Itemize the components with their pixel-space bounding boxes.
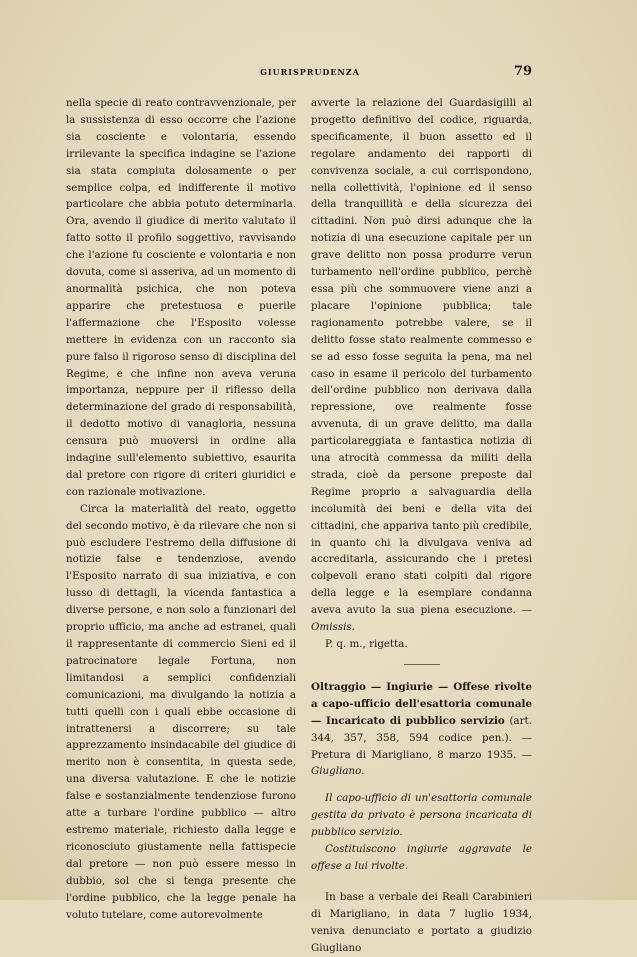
spacer [311, 875, 532, 889]
case-heading-title: Oltraggio — Ingiurie — Offese rivolte a capo-ufficio dell'esattoria comunale — Incaricato di pubblico servizio [311, 680, 532, 727]
maxim-1: Il capo-ufficio di un'esattoria comunale gestita da privato è persona incaricata di pubblico servizio. [311, 792, 532, 839]
right-paragraph-1 [311, 95, 532, 636]
omissis: Omissis. [311, 621, 355, 634]
page-number: 79 [513, 64, 532, 79]
left-paragraph-1: nella specie di reato contravvenzionale, per la sussistenza di esso occorre che l'azione sia cosciente e volontaria, essendo irrilevante la specifica indagine se l'azione sia stata compiuta dolosamente o per semplice colpa, ed indifferente il motivo particolare che abbia potuto determinarla. Ora, avendo il giudice di merito valutato il fatto sotto il profilo soggettivo, ravvisando che l'azione fu cosciente e volontaria e non dovuta, come si asseriva, ad un momento di anormalità psichica, che non poteva apparire che pretestuosa e puerile l'affermazione che l'Esposito volesse mettere in evidenza con un racconto sia pure falso il rigoroso senso di disciplina del Regime, e che infine non aveva veruna importanza, neppure per il riflesso della determinazione del grado di responsabilità, il dedotto motivo di vanagloria, nessuna censura può muoversi in ordine alla indagine sull'elemento subiettivo, esaurita dal pretore con rigore di criteri giuridici e con razionale motivazione. [66, 97, 296, 498]
right-column [311, 95, 532, 957]
disposition: P. q. m., rigetta. [325, 638, 408, 650]
left-column [66, 95, 296, 923]
case-heading-articles: (art. 344, 357, 358, 594 codice pen.). — Pretura di Marigliano, 8 marzo 1935. — [311, 714, 532, 761]
left-paragraph-2: Circa la materialità del reato, oggetto del secondo motivo, è da rilevare che non si può escludere l'estremo della diffusione di notizie false e tendenziose, avendo l'Esposito narrato di sua iniziativa, e con lusso di dettagli, la vicenda fantastica a diverse persone, e non solo a funzionari del proprio ufficio, ma anche ad estranei, quali il rappresentante di commercio Sieni ed il patrocinatore legale Fortuna, non limitandosi a semplici confidenziali comunicazioni, ma divulgando la notizia a tutti quelli con i quali ebbe occasione di intrattenersi a discorrere; su tale apprezzamento insindacabile del giudice di merito non è consentita, in questa sede, una diversa valutazione. E che le notizie false e sostanzialmente tendenziose furono atte a turbare l'ordine pubblico — altro estremo materiale, richiesto dalla legge e riconosciuto giustamente nella fattispecie dal pretore — non può essere messo in dubbio, sol che si tenga presente che l'ordine pubblico, che la legge penale ha voluto tutelare, come autorevolmente [66, 502, 296, 921]
maxim-2: Costituiscono ingiurie aggravate le offese a lui rivolte. [311, 843, 532, 872]
section-divider [404, 664, 440, 665]
case-heading [311, 679, 532, 780]
page-header [66, 64, 532, 79]
case-heading-place: Giugliano. [311, 765, 365, 778]
running-head: GIURISPRUDENZA [260, 67, 360, 77]
right-paragraph-1-text: avverte la relazione del Guardasigilli al progetto definitivo del codice, riguarda, specificamente, il buon assetto ed il regolare andamento dei rapporti di convivenza sociale, a cui corrispondono, nella collettività, l'opinione ed il senso della tranquillità e della sicurezza dei cittadini. Non può dirsi adunque che la notizia di una esecuzione capitale per un grave delitto non possa produrre verun turbamento nell'ordine pubblico, perchè essa più che sommuovere viene anzi a placare l'opinione pubblica; tale ragionamento potrebbe valere, se il delitto fosse stato realmente commesso e se ad esso fosse seguita la pena, ma nel caso in esame il pericolo del turbamento dell'ordine pubblico non derivava dalla repressione, ove realmente fosse avvenuta, di un grave delitto, ma dalla particolareggiata e fantastica notizia di una atrocità commessa da militi della strada, cioè da persone preposte dal Regime proprio a salvaguardia della incolumità dei beni e della vita dei cittadini, che appariva tanto più credibile, in quanto chi la divulgava veniva ad accreditarla, assicurando che i pretesi colpevoli erano stati colpiti dal rigore della legge e la esemplare condanna aveva avuto la sua piena esecuzione. — [311, 97, 532, 617]
right-paragraph-final: In base a verbale dei Reali Carabinieri di Marigliano, in data 7 luglio 1934, veniva denunciato e portato a giudizio Giugliano [311, 890, 532, 954]
